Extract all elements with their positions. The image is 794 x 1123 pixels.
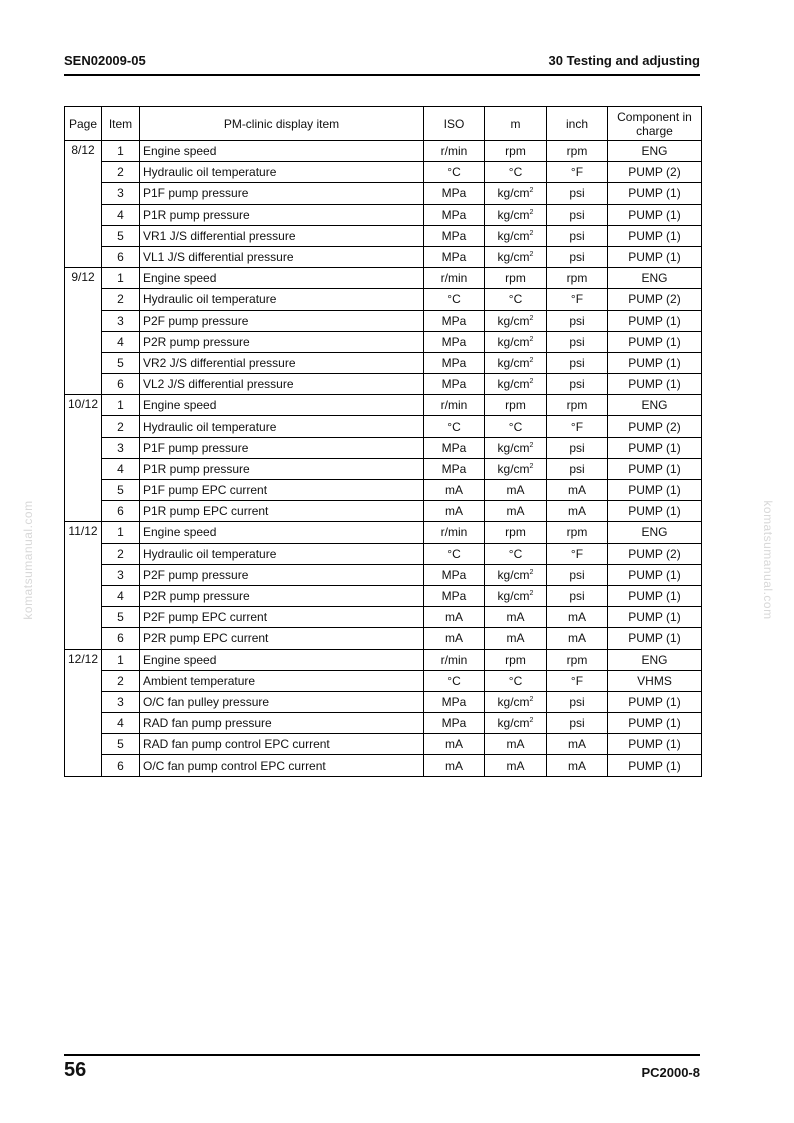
superscript-2: 2	[529, 335, 534, 343]
m-unit-cell: rpm	[485, 395, 547, 416]
page-number: 56	[64, 1059, 87, 1081]
iso-unit-cell: mA	[424, 755, 485, 776]
display-item-cell: P1F pump pressure	[140, 437, 424, 458]
component-cell: PUMP (1)	[608, 628, 702, 649]
component-cell: PUMP (1)	[608, 564, 702, 585]
item-cell: 5	[102, 352, 140, 373]
superscript-2: 2	[529, 462, 534, 470]
display-item-cell: P2R pump EPC current	[140, 628, 424, 649]
display-item-cell: VR2 J/S differential pressure	[140, 352, 424, 373]
iso-unit-cell: mA	[424, 501, 485, 522]
table-row	[65, 225, 702, 246]
item-cell: 1	[102, 649, 140, 670]
display-item-cell: Hydraulic oil temperature	[140, 289, 424, 310]
table-row	[65, 162, 702, 183]
table-row	[65, 352, 702, 373]
superscript-2: 2	[529, 590, 534, 598]
inch-unit-cell: psi	[547, 352, 608, 373]
col-header-page: Page	[65, 107, 102, 141]
superscript-2: 2	[529, 208, 534, 216]
component-cell: PUMP (1)	[608, 204, 702, 225]
footer-divider	[64, 1054, 700, 1056]
item-cell: 4	[102, 204, 140, 225]
inch-unit-cell: psi	[547, 713, 608, 734]
superscript-2: 2	[529, 717, 534, 725]
component-cell: PUMP (1)	[608, 585, 702, 606]
m-unit-cell: $kg/cm^2$	[485, 564, 547, 585]
m-unit-cell: $kg/cm^2$	[485, 246, 547, 267]
component-cell: ENG	[608, 522, 702, 543]
inch-unit-cell: psi	[547, 225, 608, 246]
display-item-cell: Engine speed	[140, 395, 424, 416]
inch-unit-cell: rpm	[547, 141, 608, 162]
iso-unit-cell: MPa	[424, 204, 485, 225]
display-item-cell: O/C fan pump control EPC current	[140, 755, 424, 776]
inch-unit-cell: psi	[547, 564, 608, 585]
m-unit-cell: rpm	[485, 141, 547, 162]
m-unit-cell: $kg/cm^2$	[485, 458, 547, 479]
component-cell: PUMP (1)	[608, 225, 702, 246]
component-cell: PUMP (1)	[608, 501, 702, 522]
superscript-2: 2	[529, 187, 534, 195]
iso-unit-cell: °C	[424, 543, 485, 564]
display-item-cell: P2R pump pressure	[140, 331, 424, 352]
display-item-cell: O/C fan pulley pressure	[140, 691, 424, 712]
iso-unit-cell: mA	[424, 734, 485, 755]
item-cell: 6	[102, 501, 140, 522]
component-cell: PUMP (1)	[608, 310, 702, 331]
iso-unit-cell: r/min	[424, 141, 485, 162]
display-item-cell: Hydraulic oil temperature	[140, 162, 424, 183]
display-item-cell: P2F pump pressure	[140, 310, 424, 331]
col-header-iso: ISO	[424, 107, 485, 141]
item-cell: 5	[102, 607, 140, 628]
iso-unit-cell: MPa	[424, 246, 485, 267]
document-id: SEN02009-05	[64, 53, 146, 68]
inch-unit-cell: psi	[547, 585, 608, 606]
component-cell: ENG	[608, 649, 702, 670]
table-row	[65, 713, 702, 734]
table-row	[65, 395, 702, 416]
inch-unit-cell: mA	[547, 734, 608, 755]
item-cell: 6	[102, 628, 140, 649]
inch-unit-cell: rpm	[547, 268, 608, 289]
iso-unit-cell: r/min	[424, 395, 485, 416]
col-header-inch: inch	[547, 107, 608, 141]
m-unit-cell: mA	[485, 501, 547, 522]
m-unit-cell: $kg/cm^2$	[485, 437, 547, 458]
iso-unit-cell: MPa	[424, 225, 485, 246]
table-row	[65, 607, 702, 628]
inch-unit-cell: mA	[547, 628, 608, 649]
inch-unit-cell: psi	[547, 183, 608, 204]
m-unit-cell: $kg/cm^2$	[485, 585, 547, 606]
table-row	[65, 691, 702, 712]
iso-unit-cell: MPa	[424, 352, 485, 373]
item-cell: 2	[102, 543, 140, 564]
m-unit-cell: rpm	[485, 522, 547, 543]
inch-unit-cell: psi	[547, 458, 608, 479]
component-cell: PUMP (1)	[608, 352, 702, 373]
col-header-display-item: PM-clinic display item	[140, 107, 424, 141]
table-row	[65, 585, 702, 606]
table-row	[65, 522, 702, 543]
item-cell: 2	[102, 416, 140, 437]
m-unit-cell: $kg/cm^2$	[485, 183, 547, 204]
item-cell: 5	[102, 734, 140, 755]
display-item-cell: RAD fan pump pressure	[140, 713, 424, 734]
iso-unit-cell: r/min	[424, 268, 485, 289]
page-cell: 12/12	[65, 649, 102, 776]
display-item-cell: P2F pump pressure	[140, 564, 424, 585]
model-name: PC2000-8	[641, 1065, 700, 1080]
component-cell: VHMS	[608, 670, 702, 691]
component-cell: PUMP (1)	[608, 458, 702, 479]
iso-unit-cell: MPa	[424, 585, 485, 606]
page-cell: 11/12	[65, 522, 102, 649]
item-cell: 1	[102, 395, 140, 416]
component-cell: PUMP (2)	[608, 162, 702, 183]
table-row	[65, 437, 702, 458]
m-unit-cell: $kg/cm^2$	[485, 352, 547, 373]
m-unit-cell: $kg/cm^2$	[485, 225, 547, 246]
iso-unit-cell: mA	[424, 480, 485, 501]
table-body	[65, 141, 702, 777]
pm-clinic-table	[64, 106, 702, 777]
superscript-2: 2	[529, 378, 534, 386]
inch-unit-cell: rpm	[547, 522, 608, 543]
table-row	[65, 458, 702, 479]
m-unit-cell: mA	[485, 755, 547, 776]
inch-unit-cell: °F	[547, 162, 608, 183]
iso-unit-cell: MPa	[424, 331, 485, 352]
table-row	[65, 289, 702, 310]
m-unit-cell: rpm	[485, 649, 547, 670]
table-row	[65, 204, 702, 225]
iso-unit-cell: MPa	[424, 183, 485, 204]
component-cell: PUMP (2)	[608, 416, 702, 437]
item-cell: 3	[102, 564, 140, 585]
m-unit-cell: $kg/cm^2$	[485, 331, 547, 352]
inch-unit-cell: mA	[547, 607, 608, 628]
col-header-item: Item	[102, 107, 140, 141]
col-header-m: m	[485, 107, 547, 141]
item-cell: 3	[102, 437, 140, 458]
m-unit-cell: °C	[485, 416, 547, 437]
item-cell: 1	[102, 141, 140, 162]
m-unit-cell: mA	[485, 628, 547, 649]
iso-unit-cell: MPa	[424, 310, 485, 331]
superscript-2: 2	[529, 568, 534, 576]
iso-unit-cell: °C	[424, 162, 485, 183]
iso-unit-cell: r/min	[424, 522, 485, 543]
table-header	[65, 107, 702, 141]
item-cell: 4	[102, 331, 140, 352]
display-item-cell: Engine speed	[140, 522, 424, 543]
display-item-cell: Ambient temperature	[140, 670, 424, 691]
superscript-2: 2	[529, 441, 534, 449]
item-cell: 2	[102, 670, 140, 691]
table-row	[65, 564, 702, 585]
table-row	[65, 416, 702, 437]
watermark-right: komatsumanual.com	[761, 500, 775, 620]
component-cell: ENG	[608, 395, 702, 416]
item-cell: 6	[102, 374, 140, 395]
component-cell: PUMP (1)	[608, 734, 702, 755]
table-row	[65, 331, 702, 352]
component-cell: PUMP (1)	[608, 374, 702, 395]
iso-unit-cell: r/min	[424, 649, 485, 670]
item-cell: 4	[102, 458, 140, 479]
component-cell: ENG	[608, 141, 702, 162]
display-item-cell: P1R pump pressure	[140, 458, 424, 479]
component-cell: PUMP (1)	[608, 331, 702, 352]
table-row	[65, 670, 702, 691]
component-cell: PUMP (1)	[608, 691, 702, 712]
inch-unit-cell: rpm	[547, 395, 608, 416]
item-cell: 2	[102, 162, 140, 183]
iso-unit-cell: °C	[424, 289, 485, 310]
display-item-cell: P1F pump pressure	[140, 183, 424, 204]
m-unit-cell: $kg/cm^2$	[485, 310, 547, 331]
header-divider	[64, 74, 700, 76]
table-row	[65, 543, 702, 564]
inch-unit-cell: mA	[547, 755, 608, 776]
inch-unit-cell: °F	[547, 543, 608, 564]
page-cell: 10/12	[65, 395, 102, 522]
display-item-cell: Hydraulic oil temperature	[140, 543, 424, 564]
inch-unit-cell: psi	[547, 437, 608, 458]
inch-unit-cell: psi	[547, 331, 608, 352]
component-cell: PUMP (1)	[608, 480, 702, 501]
iso-unit-cell: mA	[424, 607, 485, 628]
display-item-cell: VL2 J/S differential pressure	[140, 374, 424, 395]
table-row	[65, 649, 702, 670]
display-item-cell: P1R pump pressure	[140, 204, 424, 225]
inch-unit-cell: °F	[547, 416, 608, 437]
table-row	[65, 374, 702, 395]
m-unit-cell: °C	[485, 162, 547, 183]
inch-unit-cell: mA	[547, 480, 608, 501]
header-row	[65, 107, 702, 141]
item-cell: 6	[102, 755, 140, 776]
display-item-cell: P2F pump EPC current	[140, 607, 424, 628]
page-cell: 9/12	[65, 268, 102, 395]
item-cell: 2	[102, 289, 140, 310]
iso-unit-cell: MPa	[424, 374, 485, 395]
component-cell: ENG	[608, 268, 702, 289]
display-item-cell: Hydraulic oil temperature	[140, 416, 424, 437]
iso-unit-cell: MPa	[424, 691, 485, 712]
inch-unit-cell: °F	[547, 670, 608, 691]
item-cell: 4	[102, 585, 140, 606]
inch-unit-cell: °F	[547, 289, 608, 310]
m-unit-cell: °C	[485, 289, 547, 310]
m-unit-cell: °C	[485, 543, 547, 564]
iso-unit-cell: MPa	[424, 713, 485, 734]
component-cell: PUMP (1)	[608, 437, 702, 458]
m-unit-cell: mA	[485, 734, 547, 755]
m-unit-cell: $kg/cm^2$	[485, 691, 547, 712]
display-item-cell: Engine speed	[140, 268, 424, 289]
item-cell: 3	[102, 691, 140, 712]
component-cell: PUMP (1)	[608, 755, 702, 776]
table-row	[65, 246, 702, 267]
display-item-cell: VR1 J/S differential pressure	[140, 225, 424, 246]
table-row	[65, 268, 702, 289]
item-cell: 1	[102, 522, 140, 543]
m-unit-cell: $kg/cm^2$	[485, 204, 547, 225]
superscript-2: 2	[529, 356, 534, 364]
display-item-cell: Engine speed	[140, 141, 424, 162]
item-cell: 5	[102, 480, 140, 501]
display-item-cell: RAD fan pump control EPC current	[140, 734, 424, 755]
component-cell: PUMP (1)	[608, 183, 702, 204]
watermark-left: komatsumanual.com	[21, 500, 35, 620]
table-row	[65, 310, 702, 331]
display-item-cell: P1R pump EPC current	[140, 501, 424, 522]
inch-unit-cell: psi	[547, 246, 608, 267]
table-row	[65, 734, 702, 755]
display-item-cell: P1F pump EPC current	[140, 480, 424, 501]
item-cell: 4	[102, 713, 140, 734]
iso-unit-cell: MPa	[424, 458, 485, 479]
m-unit-cell: $kg/cm^2$	[485, 713, 547, 734]
iso-unit-cell: °C	[424, 416, 485, 437]
display-item-cell: P2R pump pressure	[140, 585, 424, 606]
table-row	[65, 755, 702, 776]
superscript-2: 2	[529, 229, 534, 237]
item-cell: 6	[102, 246, 140, 267]
col-header-component: Component in charge	[608, 107, 702, 141]
component-cell: PUMP (1)	[608, 246, 702, 267]
component-cell: PUMP (2)	[608, 543, 702, 564]
component-cell: PUMP (2)	[608, 289, 702, 310]
inch-unit-cell: psi	[547, 691, 608, 712]
item-cell: 1	[102, 268, 140, 289]
m-unit-cell: mA	[485, 480, 547, 501]
inch-unit-cell: psi	[547, 374, 608, 395]
table-row	[65, 183, 702, 204]
m-unit-cell: $kg/cm^2$	[485, 374, 547, 395]
iso-unit-cell: °C	[424, 670, 485, 691]
display-item-cell: VL1 J/S differential pressure	[140, 246, 424, 267]
iso-unit-cell: MPa	[424, 437, 485, 458]
table-row	[65, 480, 702, 501]
iso-unit-cell: mA	[424, 628, 485, 649]
item-cell: 3	[102, 310, 140, 331]
component-cell: PUMP (1)	[608, 607, 702, 628]
superscript-2: 2	[529, 314, 534, 322]
table-row	[65, 141, 702, 162]
inch-unit-cell: rpm	[547, 649, 608, 670]
superscript-2: 2	[529, 695, 534, 703]
page-cell: 8/12	[65, 141, 102, 268]
display-item-cell: Engine speed	[140, 649, 424, 670]
inch-unit-cell: mA	[547, 501, 608, 522]
superscript-2: 2	[529, 251, 534, 259]
m-unit-cell: rpm	[485, 268, 547, 289]
m-unit-cell: °C	[485, 670, 547, 691]
table-row	[65, 628, 702, 649]
iso-unit-cell: MPa	[424, 564, 485, 585]
inch-unit-cell: psi	[547, 310, 608, 331]
inch-unit-cell: psi	[547, 204, 608, 225]
section-title: 30 Testing and adjusting	[548, 53, 700, 68]
component-cell: PUMP (1)	[608, 713, 702, 734]
item-cell: 5	[102, 225, 140, 246]
m-unit-cell: mA	[485, 607, 547, 628]
table-row	[65, 501, 702, 522]
item-cell: 3	[102, 183, 140, 204]
